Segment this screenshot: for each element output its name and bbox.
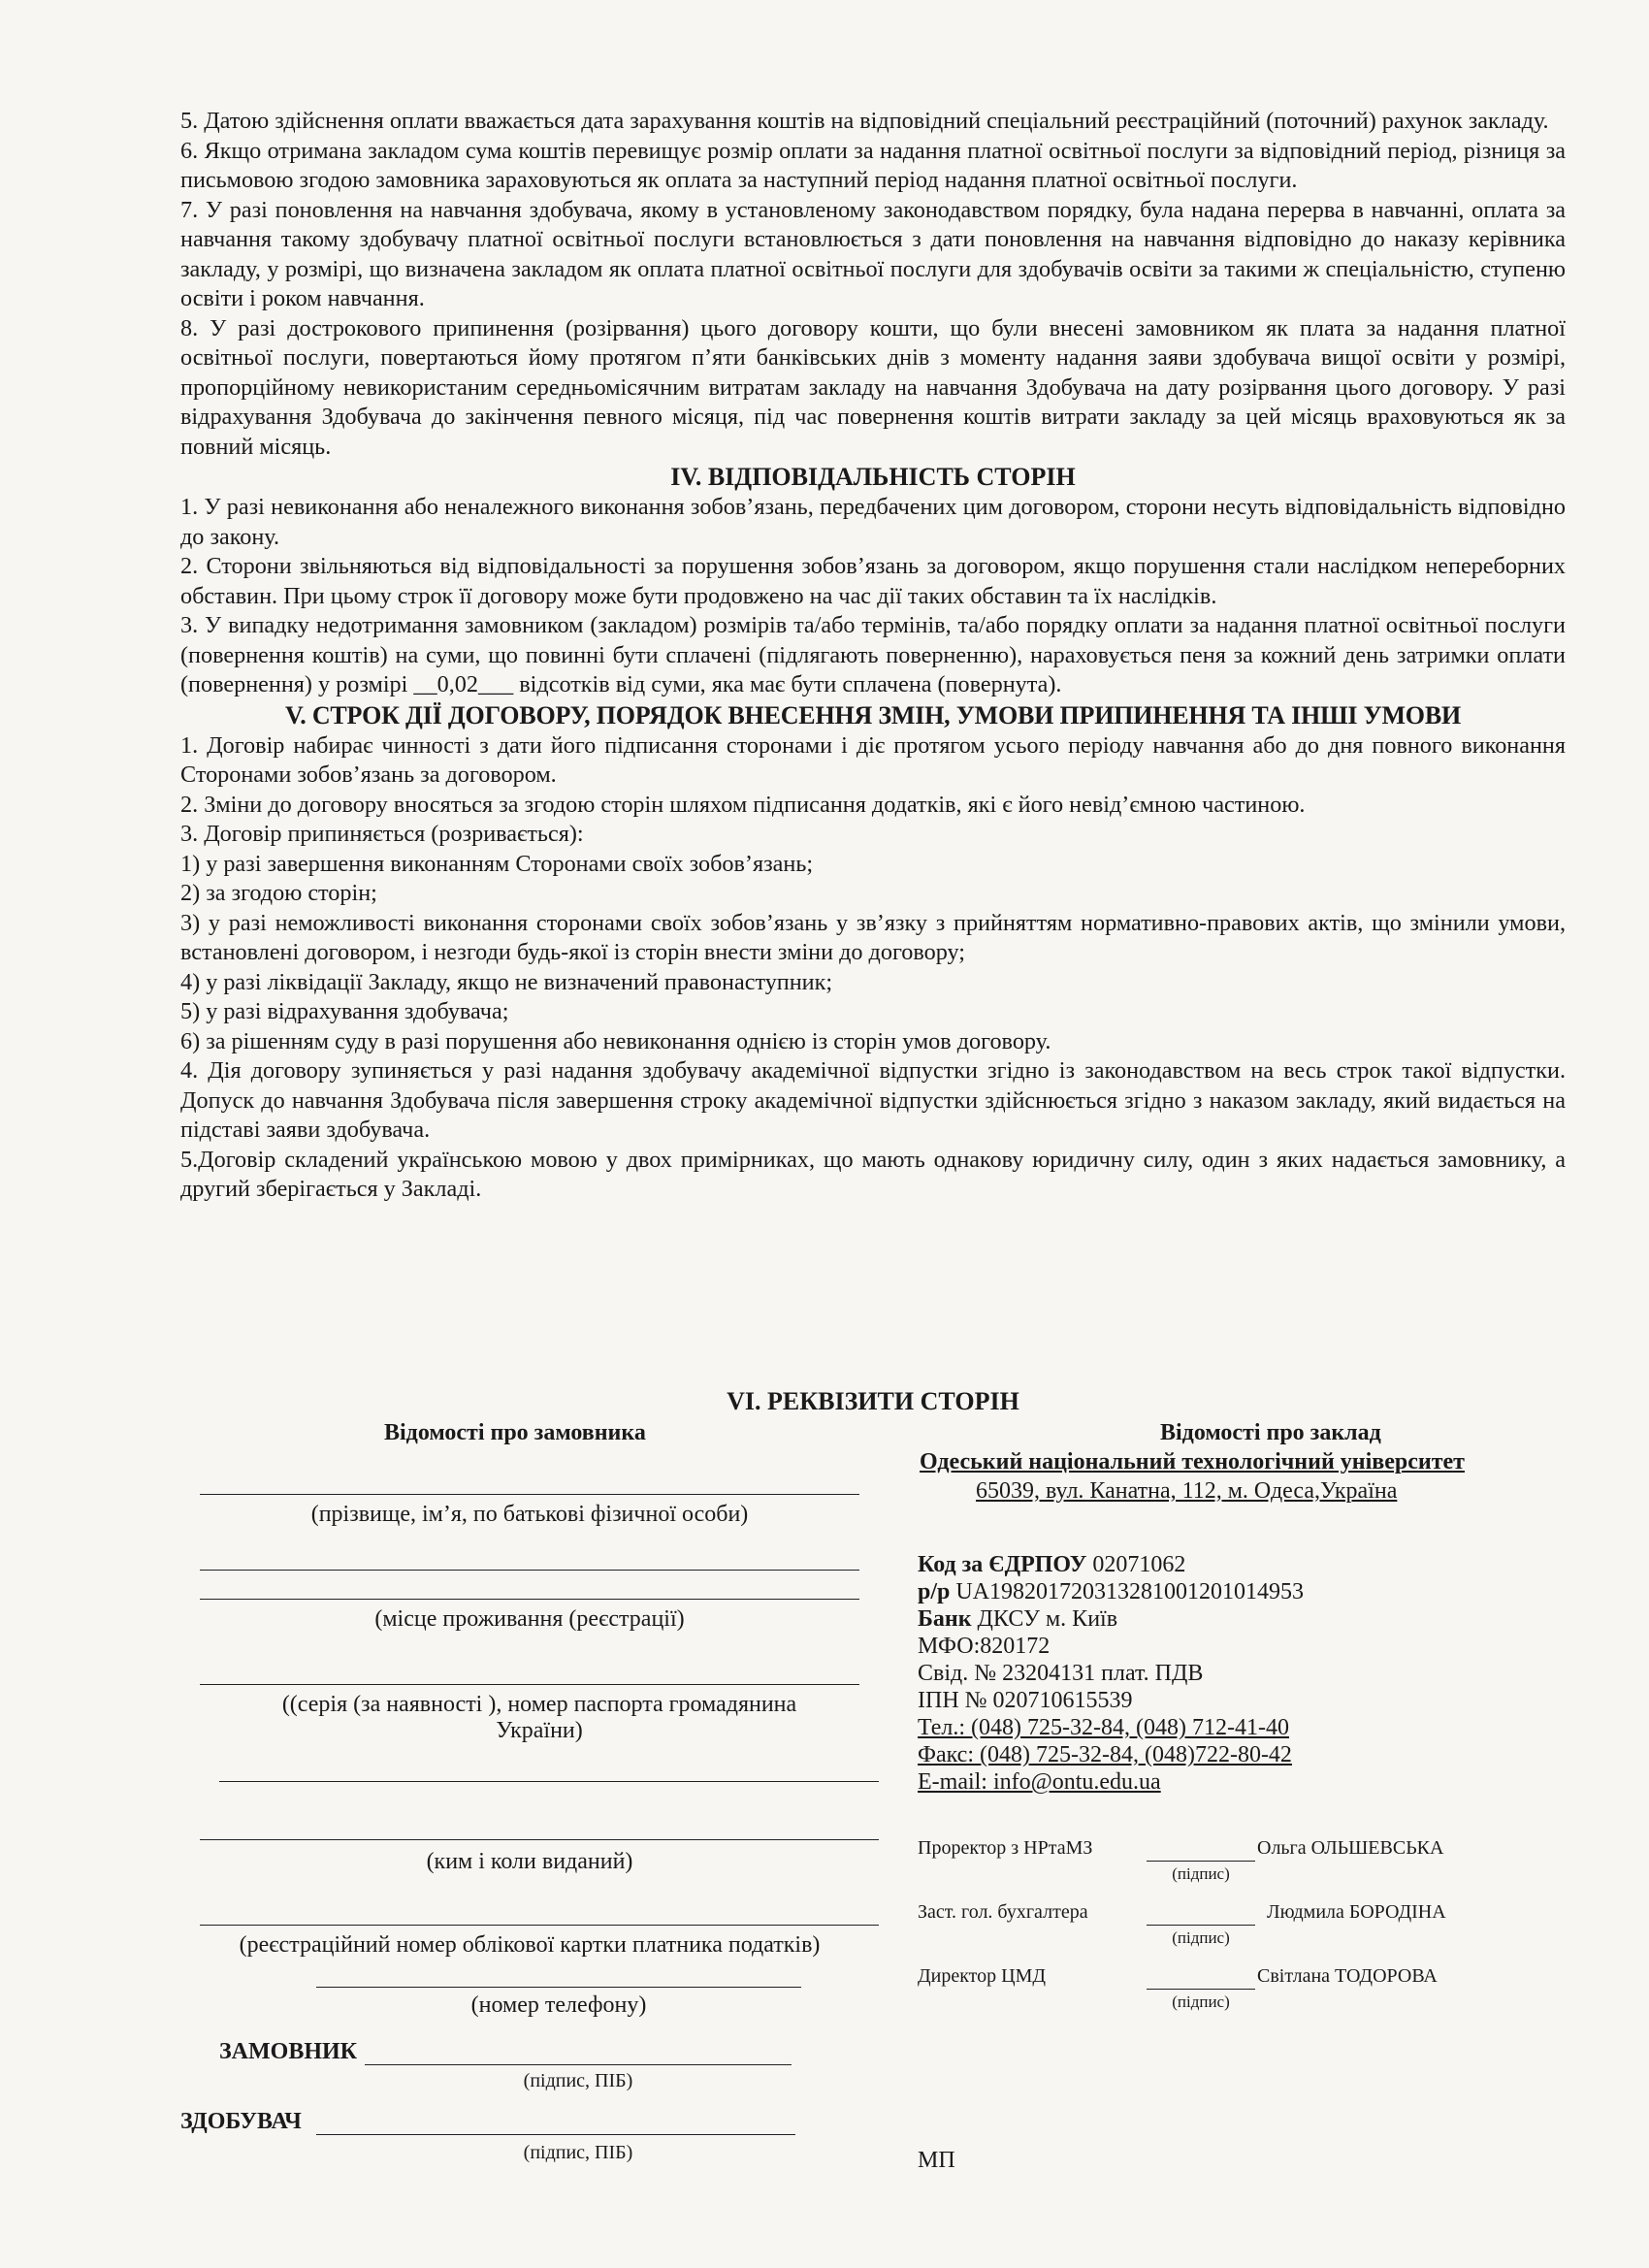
- payment-clause-5: 5. Датою здійснення оплати вважається дата зарахування коштів на відповідний спеціальний реєстраційний (поточний) рахунок закладу.: [180, 108, 1549, 134]
- section-6-title: VI. РЕКВІЗИТИ СТОРІН: [727, 1387, 1019, 1415]
- account-row: [918, 1579, 1304, 1605]
- requisites-section: [180, 1387, 1566, 2260]
- contract-body: [180, 107, 1566, 1205]
- name-caption: (прізвище, ім’я, по батькові фізичної особи): [310, 1502, 749, 1527]
- customer-sign-label: ЗАМОВНИК: [219, 2039, 358, 2064]
- term-clause-3: 3. Договір припиняється (розривається):: [180, 821, 584, 847]
- signer-2-line: [1147, 1925, 1255, 1926]
- ipn: ІПН № 020710615539: [918, 1688, 1133, 1713]
- signer-1-role: Проректор з НРтаМЗ: [918, 1837, 1093, 1859]
- bank-value: ДКСУ м. Київ: [977, 1606, 1118, 1632]
- account-value: UA198201720313281001201014953: [955, 1579, 1305, 1604]
- student-sign-line: [316, 2134, 795, 2135]
- phone-line: [316, 1987, 801, 1988]
- student-sign-label: ЗДОБУВАЧ: [180, 2109, 302, 2134]
- tax-number-caption: (реєстраційний номер облікової картки платника податків): [239, 1932, 821, 1958]
- termination-item-4: 4) у разі ліквідації Закладу, якщо не визначений правонаступник;: [180, 968, 833, 995]
- institution-name: Одеський національний технологічний університет: [920, 1449, 1465, 1474]
- customer-sign-line: [365, 2064, 792, 2065]
- signer-2-role: Заст. гол. бухгалтера: [918, 1901, 1088, 1923]
- term-clause-1: 1. Договір набирає чинності з дати його підписання сторонами і діє протягом усього періоду навчання або до дня повного виконання Сторонами зобов’язань за договором.: [180, 731, 1566, 788]
- address-line-1: [200, 1570, 859, 1571]
- payment-clause-7: 7. У разі поновлення на навчання здобувача, якому в установленому законодавством порядку, була надана перерва в навчанні, оплата за навчання такому здобувачу платної освітньої послуги встановлюється з дати поновлення на навчання відповідно до наказу керівника закладу, у розмірі, що визначена закладом як оплата платної освітньої послуги для здобувачів освіти за такими ж спеціальністю, ступеню освіти і роком навчання.: [180, 196, 1566, 311]
- mfo: МФО:820172: [918, 1634, 1051, 1659]
- edrpou-label: Код за ЄДРПОУ: [918, 1552, 1087, 1577]
- bank-label: Банк: [918, 1606, 972, 1632]
- passport-line: [200, 1684, 859, 1685]
- fax: Факс: (048) 725-32-84, (048)722-80-42: [918, 1742, 1292, 1767]
- termination-item-5: 5) у разі відрахування здобувача;: [180, 998, 509, 1024]
- signer-1-line: [1147, 1861, 1255, 1862]
- stamp-place: МП: [918, 2148, 955, 2173]
- signer-2-name: Людмила БОРОДІНА: [1267, 1901, 1446, 1923]
- customer-heading: Відомості про замовника: [384, 1420, 646, 1445]
- student-sign-caption: (підпис, ПІБ): [523, 2142, 633, 2163]
- term-clause-5: 5.Договір складений українською мовою у двох примірниках, що мають однакову юридичну силу, один з яких надається замовнику, а другий зберігається у Закладі.: [180, 1146, 1566, 1202]
- passport-caption: ((серія (за наявності ), номер паспорта громадянина України): [281, 1692, 797, 1743]
- edrpou-value: 02071062: [1092, 1552, 1186, 1577]
- bank-row: [918, 1606, 1117, 1633]
- termination-item-1: 1) у разі завершення виконанням Сторонами своїх зобов’язань;: [180, 850, 814, 877]
- signer-3-role: Директор ЦМД: [918, 1965, 1047, 1987]
- termination-item-3: 3) у разі неможливості виконання сторонами своїх зобов’язань у зв’язку з прийняттям нормативно-правових актів, що змінили умови, встановлені договором, і незгоди будь-якої із сторін внести зміни до договору;: [180, 909, 1566, 965]
- telephone: Тел.: (048) 725-32-84, (048) 712-41-40: [918, 1715, 1289, 1740]
- email[interactable]: E-mail: info@ontu.edu.ua: [918, 1769, 1161, 1795]
- payment-clause-8: 8. У разі дострокового припинення (розірвання) цього договору кошти, що були внесені замовником як плата за надання платної освітньої послуги, повертаються йому протягом п’яти банківських днів з моменту надання заяви здобувача вищої освіти у розмірі, пропорційному невикористаним середньомісячним витратам закладу на навчання Здобувача на дату розірвання цього договору. У разі відрахування Здобувача до закінчення певного місяця, під час повернення коштів витрати закладу за цей місяць враховуються як за повний місяць.: [180, 314, 1566, 460]
- payment-clause-6: 6. Якщо отримана закладом сума коштів перевищує розмір оплати за надання платної освітньої послуги за відповідний період, різниця за письмовою згодою замовника зараховуються як оплата за наступний період надання платної освітньої послуги.: [180, 137, 1566, 193]
- edrpou-row: [918, 1552, 1185, 1578]
- phone-caption: (номер телефону): [470, 1993, 647, 2018]
- customer-sign-caption: (підпис, ПІБ): [523, 2070, 633, 2091]
- liability-clause-2: 2. Сторони звільняються від відповідальності за порушення зобов’язань за договором, якщо порушення стали наслідком непереборних обставин. При цьому строк її договору може бути продовжено на час дії таких обставин та їх наслідків.: [180, 553, 1566, 609]
- signer-1-name: Ольга ОЛЬШЕВСЬКА: [1257, 1837, 1444, 1859]
- signer-3-line: [1147, 1989, 1255, 1990]
- signer-3-name: Світлана ТОДОРОВА: [1257, 1965, 1438, 1987]
- term-clause-4: 4. Дія договору зупиняється у разі надання здобувачу академічної відпустки згідно із законодавством на весь строк такої відпустки. Допуск до навчання Здобувача після завершення строку академічної відпустки здійснюється згідно з наказом закладу, який видається на підставі заяви здобувача.: [180, 1057, 1566, 1143]
- account-label: р/р: [918, 1579, 951, 1604]
- section-4-title: IV. ВІДПОВІДАЛЬНІСТЬ СТОРІН: [670, 463, 1076, 491]
- term-clause-2: 2. Зміни до договору вносяться за згодою сторін шляхом підписання додатків, які є його невід’ємною частиною.: [180, 791, 1306, 818]
- tax-number-line: [200, 1925, 879, 1926]
- name-line: [200, 1494, 859, 1495]
- section-5-title: V. СТРОК ДІЇ ДОГОВОРУ, ПОРЯДОК ВНЕСЕННЯ ЗМІН, УМОВИ ПРИПИНЕННЯ ТА ІНШІ УМОВИ: [285, 700, 1461, 729]
- address-line-2: [200, 1599, 859, 1600]
- address-caption: (місце проживання (реєстрації): [374, 1606, 685, 1632]
- issued-line: [200, 1839, 879, 1840]
- passport-extra-line: [219, 1781, 879, 1782]
- termination-item-6: 6) за рішенням суду в разі порушення або невиконання однією із сторін умов договору.: [180, 1027, 1051, 1054]
- signer-3-caption: (підпис): [1172, 1993, 1230, 2011]
- issued-caption: (ким і коли виданий): [426, 1849, 633, 1874]
- vat-certificate: Свід. № 23204131 плат. ПДВ: [918, 1661, 1204, 1686]
- institution-heading: Відомості про заклад: [1160, 1420, 1381, 1445]
- liability-clause-1: 1. У разі невиконання або неналежного виконання зобов’язань, передбачених цим договором, сторони несуть відповідальність відповідно до закону.: [180, 494, 1566, 550]
- termination-item-2: 2) за згодою сторін;: [180, 880, 377, 906]
- signer-2-caption: (підпис): [1172, 1928, 1230, 1947]
- signer-1-caption: (підпис): [1172, 1864, 1230, 1883]
- institution-address: 65039, вул. Канатна, 112, м. Одеса,Україна: [976, 1478, 1398, 1504]
- liability-clause-3: 3. У випадку недотримання замовником (закладом) розмірів та/або термінів, та/або порядку оплати за надання платної освітньої послуги (повернення коштів) на суми, що повинні бути сплачені (підлягають поверненню), нараховується пеня за кожний день затримки оплати (повернення) у розмірі __0,02___ відсотків від суми, яка має бути сплачена (повернута).: [180, 612, 1566, 697]
